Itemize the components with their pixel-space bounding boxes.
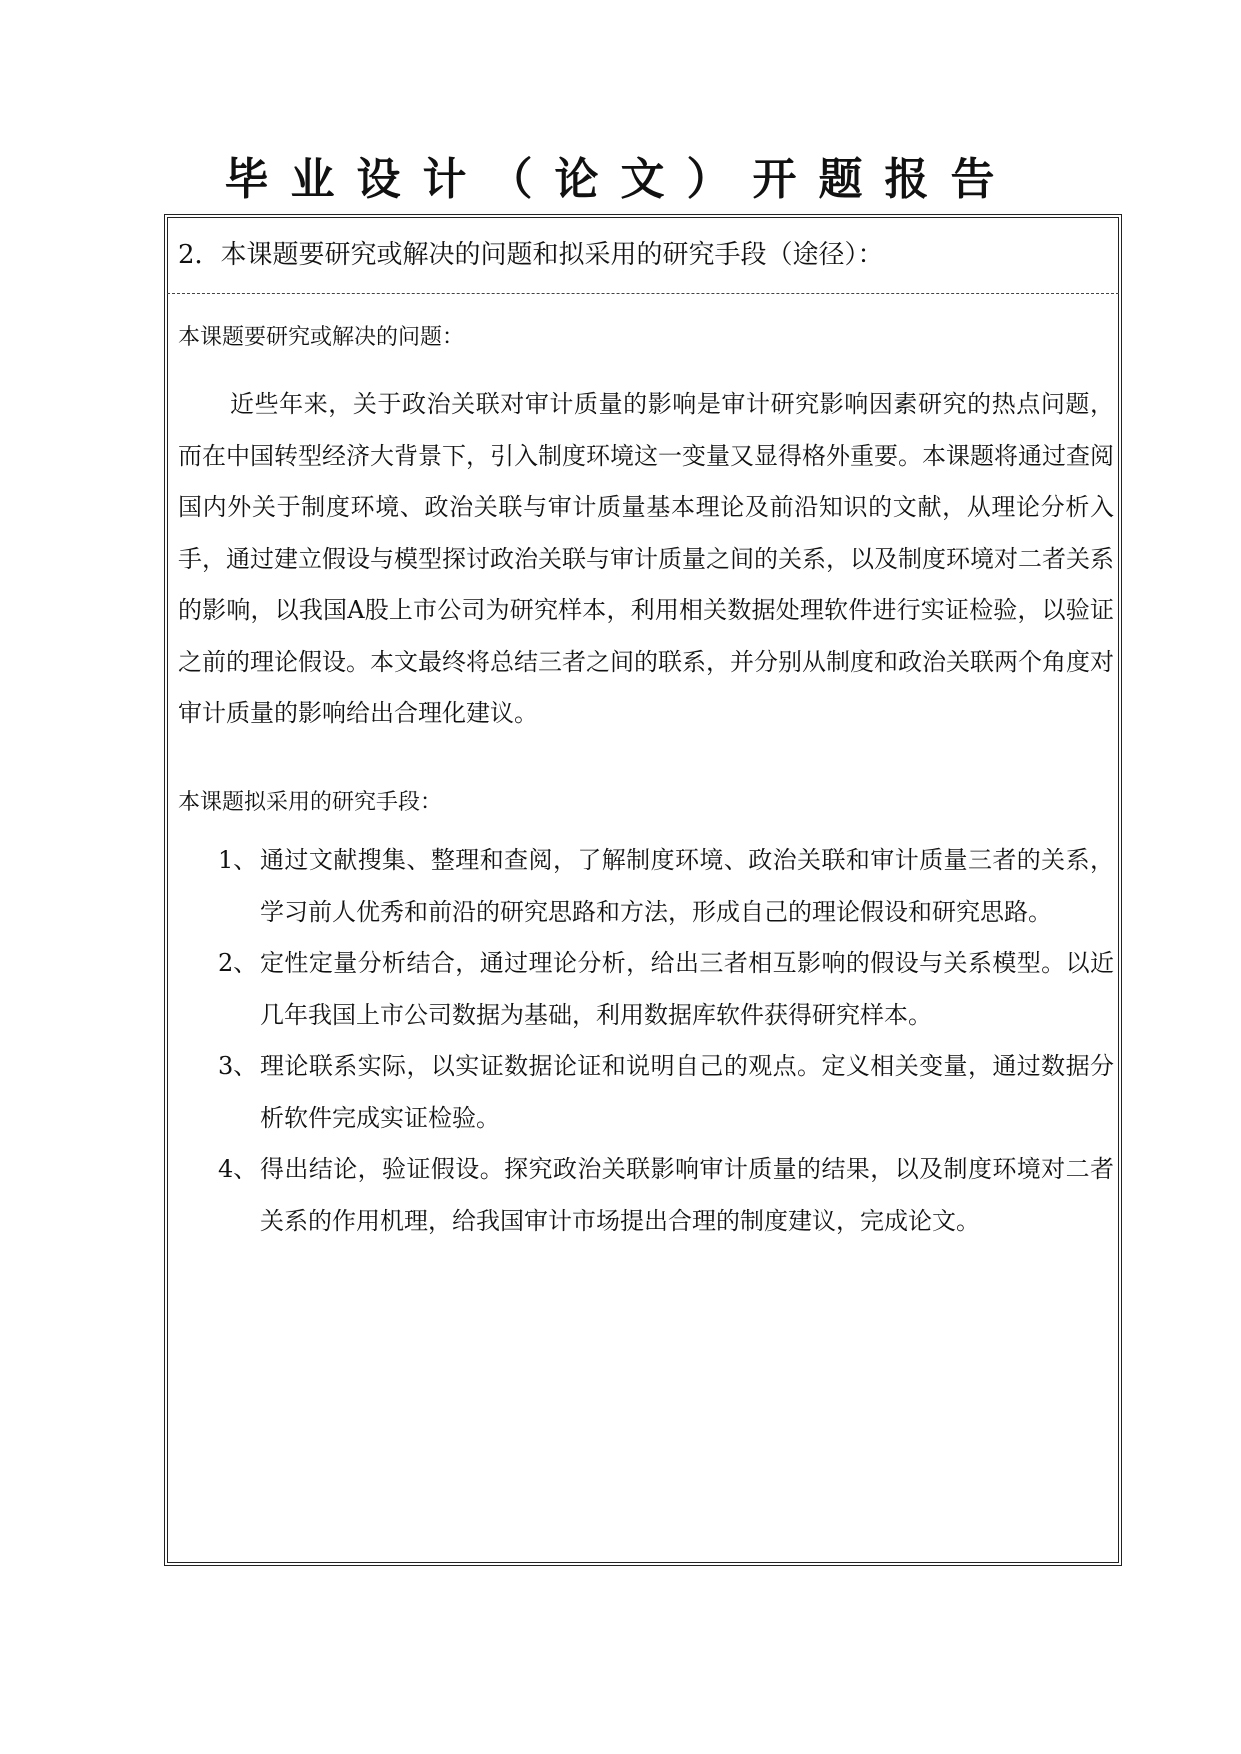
method-number: 2、 [218, 949, 258, 977]
section-heading: 2．本课题要研究或解决的问题和拟采用的研究手段（途径）： [178, 240, 884, 270]
method-text: 理论联系实际，以实证数据论证和说明自己的观点。定义相关变量，通过数据分析软件完成实证检验。 [260, 1052, 1114, 1132]
document-title: 毕业设计（论文）开题报告 [224, 154, 1017, 205]
problems-heading: 本课题要研究或解决的问题： [178, 325, 465, 350]
method-number: 4、 [218, 1155, 258, 1183]
method-text: 得出结论，验证假设。探究政治关联影响审计质量的结果，以及制度环境对二者关系的作用机理，给我国审计市场提出合理的制度建议，完成论文。 [260, 1155, 1114, 1235]
method-item-3 [218, 1041, 1114, 1144]
method-item-2 [218, 938, 1114, 1041]
method-number: 1、 [218, 846, 258, 874]
method-item-4 [218, 1144, 1114, 1247]
method-item-1 [218, 835, 1114, 938]
method-number: 3、 [218, 1052, 258, 1080]
methods-list [218, 835, 1114, 1247]
method-text: 通过文献搜集、整理和查阅，了解制度环境、政治关联和审计质量三者的关系，学习前人优秀和前沿的研究思路和方法，形成自己的理论假设和研究思路。 [260, 846, 1114, 926]
method-text: 定性定量分析结合，通过理论分析，给出三者相互影响的假设与关系模型。以近几年我国上市公司数据为基础，利用数据库软件获得研究样本。 [260, 949, 1114, 1029]
problems-paragraph: 近些年来，关于政治关联对审计质量的影响是审计研究影响因素研究的热点问题，而在中国转型经济大背景下，引入制度环境这一变量又显得格外重要。本课题将通过查阅国内外关于制度环境、政治关联与审计质量基本理论及前沿知识的文献，从理论分析入手，通过建立假设与模型探讨政治关联与审计质量之间的关系，以及制度环境对二者关系的影响，以我国A股上市公司为研究样本，利用相关数据处理软件进行实证检验，以验证之前的理论假设。本文最终将总结三者之间的联系，并分别从制度和政治关联两个角度对审计质量的影响给出合理化建议。 [178, 390, 1114, 727]
dashed-divider [167, 293, 1119, 294]
methods-heading: 本课题拟采用的研究手段： [178, 790, 443, 815]
